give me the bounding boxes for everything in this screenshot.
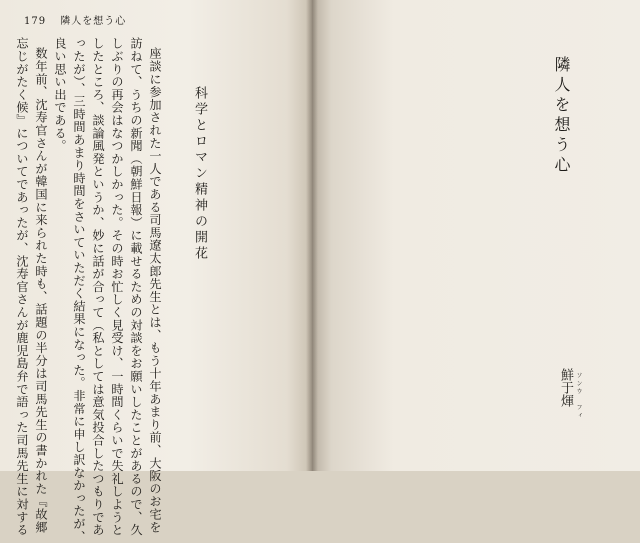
text-line: 訪ねて、うちの新聞（朝鮮日報）に載せるための対談をお願いしたことがあるので、久 bbox=[129, 37, 143, 537]
author-name: 鮮于煇 bbox=[558, 368, 573, 407]
text-line: したところ、談論風発というか、妙に話が合って（私としては意気投合したつもりであ bbox=[91, 37, 105, 537]
text-line: 忘じがたく候』についてであったが、沈寿官さんが鹿児島弁で語った司馬先生に対する bbox=[15, 37, 29, 537]
text-line: 数年前、沈寿官さんが韓国に来られた時も、話題の半分は司馬先生の書かれた『故郷 bbox=[34, 47, 48, 534]
right-page bbox=[312, 0, 640, 471]
text-line: 良い思い出である。 bbox=[53, 37, 67, 153]
left-page bbox=[0, 0, 312, 543]
running-header bbox=[24, 12, 126, 27]
book-gutter bbox=[306, 0, 318, 471]
page-number: 179 bbox=[24, 16, 47, 27]
author-ruby: ソンウ フィ bbox=[575, 372, 582, 420]
text-line: 座談に参加された一人である司馬遼太郎先生とは、もう十年あまり前、大阪のお宅を bbox=[148, 47, 162, 534]
running-title: 隣人を想う心 bbox=[60, 16, 127, 27]
chapter-title: 隣人を想う心 bbox=[552, 56, 571, 176]
text-line: ったが）、三時間あまり時間をさいていただく結果になった。非常に申し訳なかったが、 bbox=[72, 37, 86, 543]
text-line: しぶりの再会はなつかしかった。その時お忙しく見受け、一時間くらいで失礼しようと bbox=[110, 37, 124, 537]
article-subtitle: 科学とロマン精神の開花 bbox=[192, 86, 207, 262]
